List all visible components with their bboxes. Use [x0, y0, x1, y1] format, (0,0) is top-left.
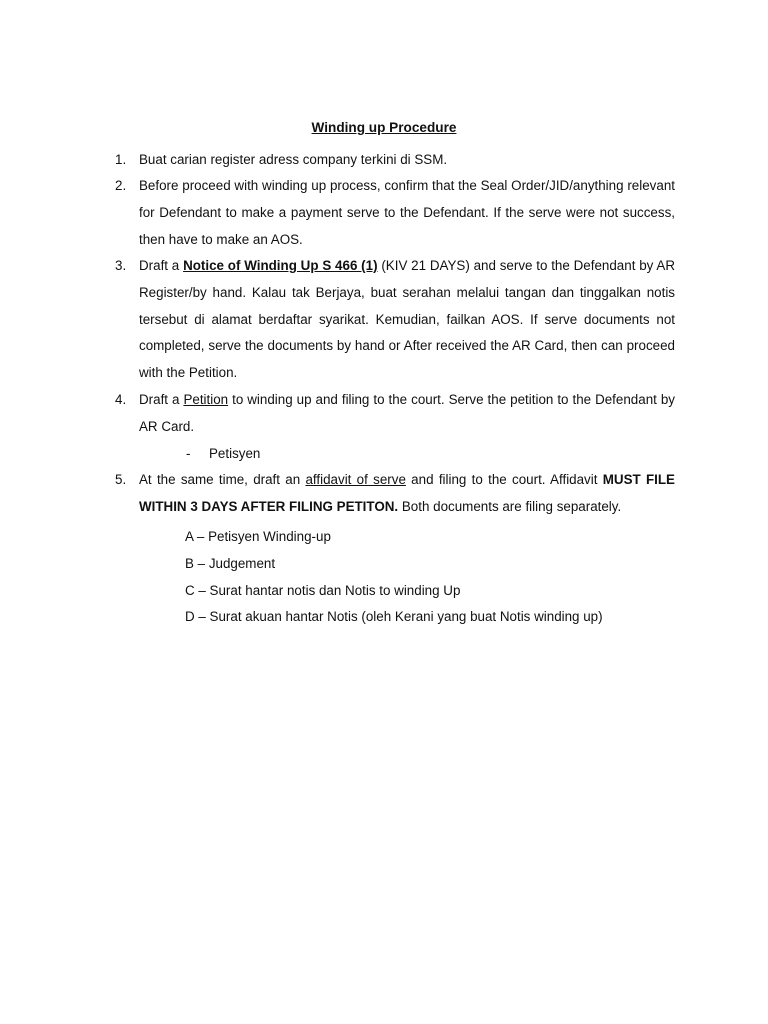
document-sub-list	[185, 524, 603, 631]
list-item-text	[139, 147, 675, 174]
item-text-pre: At the same time, draft an	[139, 472, 306, 487]
sub-list-item-c: C – Surat hantar notis dan Notis to winding Up	[185, 582, 461, 598]
sub-bullet-petisyen	[186, 444, 260, 464]
document-title: Winding up Procedure	[311, 120, 457, 135]
list-item-number: 1.	[115, 152, 127, 167]
list-item-text	[139, 253, 675, 387]
sub-list-item-d: D – Surat akuan hantar Notis (oleh Kerani yang buat Notis winding up)	[185, 609, 603, 625]
notice-of-winding-up-reference: Notice of Winding Up S 466 (1)	[183, 258, 378, 273]
list-item-text	[139, 467, 675, 521]
list-item-text	[139, 173, 675, 253]
list-item-text	[139, 387, 675, 441]
sub-list-item-b: B – Judgement	[185, 555, 276, 571]
item-text: Buat carian register adress company terkini di SSM.	[139, 152, 448, 167]
dash-bullet: -	[186, 446, 191, 461]
list-item-number: 4.	[115, 392, 127, 407]
sub-list-item-a: A – Petisyen Winding-up	[185, 529, 331, 544]
item-text: Before proceed with winding up process, confirm that the Seal Order/JID/anything relevant for Defendant to make a payment serve to the Defendant. If the serve were not success, then have to make an AOS.	[139, 178, 675, 247]
list-item-number: 2.	[115, 178, 127, 193]
item-text-post: to winding up and filing to the court. Serve the petition to the Defendant by AR Card.	[139, 392, 675, 434]
petition-reference: Petition	[183, 392, 229, 407]
deadline-emphasis: MUST FILE WITHIN 3 DAYS AFTER FILING PETITON.	[139, 472, 675, 514]
sub-bullet-text: Petisyen	[209, 446, 261, 461]
item-text-pre: Draft a	[139, 258, 184, 273]
affidavit-of-serve-reference: affidavit of serve	[305, 472, 406, 487]
item-text-post: (KIV 21 DAYS) and serve to the Defendant by AR Register/by hand. Kalau tak Berjaya, buat serahan melalui tangan dan tinggalkan notis tersebut di alamat berdaftar syarikat. Kemudian, failkan AOS. If serve documents not completed, serve the documents by hand or After received the AR Card, then can proceed with the Petition.	[139, 258, 675, 381]
item-text-mid: and filing to the court. Affidavit	[405, 472, 603, 487]
item-text-pre: Draft a	[139, 392, 184, 407]
list-item-number: 3.	[115, 258, 127, 273]
item-text-post: Both documents are filing separately.	[398, 498, 622, 514]
list-item-number: 5.	[115, 472, 127, 487]
